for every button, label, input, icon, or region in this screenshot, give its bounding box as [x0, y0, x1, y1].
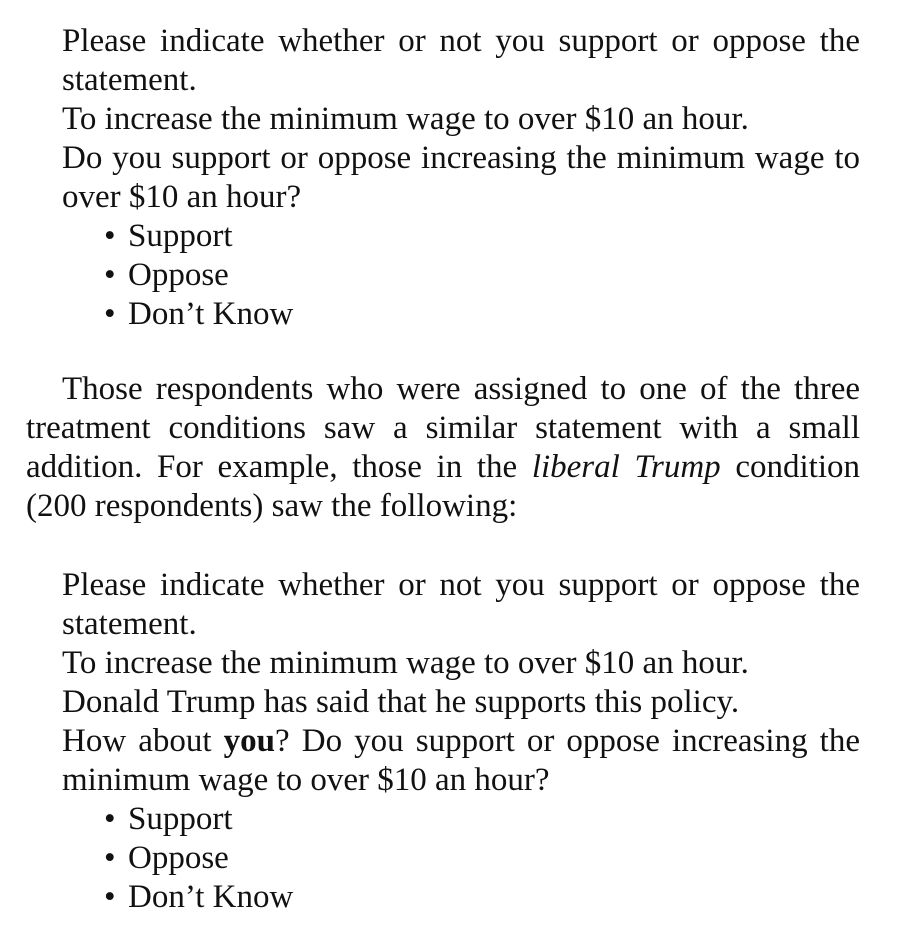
paragraph-text-2: condition (200 respondents) saw the following:	[26, 449, 860, 524]
prompt-instruction: Please indicate whether or not you support or oppose the statement.	[62, 567, 860, 642]
prompt-trump-cue: Donald Trump has said that he supports this policy.	[62, 684, 740, 720]
option-support: • Support	[104, 800, 860, 839]
question-post: ? Do you support or oppose increasing the minimum wage to over $10 an hour?	[62, 723, 860, 798]
control-prompt-block	[26, 22, 860, 334]
paragraph-italic-condition: liberal Trump	[531, 449, 721, 485]
question-bold-you: you	[223, 723, 276, 759]
prompt-statement: To increase the minimum wage to over $10 an hour.	[62, 101, 749, 137]
option-oppose: • Oppose	[104, 256, 860, 295]
paragraph-text-1: Those respondents who were assigned to one of the three treatment conditions saw a similar statement with a small addition. For example, those in the	[26, 371, 860, 485]
option-oppose: • Oppose	[104, 839, 860, 878]
body-paragraph	[26, 370, 860, 526]
prompt-instruction: Please indicate whether or not you support or oppose the statement.	[62, 23, 860, 98]
option-dont-know: • Don’t Know	[104, 295, 860, 334]
option-support: • Support	[104, 217, 860, 256]
option-dont-know: • Don’t Know	[104, 878, 860, 917]
response-options-list	[62, 217, 860, 334]
prompt-statement: To increase the minimum wage to over $10 an hour.	[62, 645, 749, 681]
prompt-question: Do you support or oppose increasing the minimum wage to over $10 an hour?	[62, 140, 860, 215]
prompt-question	[62, 722, 860, 800]
treatment-prompt-block	[26, 566, 860, 917]
question-pre: How about	[62, 723, 224, 759]
response-options-list	[62, 800, 860, 917]
